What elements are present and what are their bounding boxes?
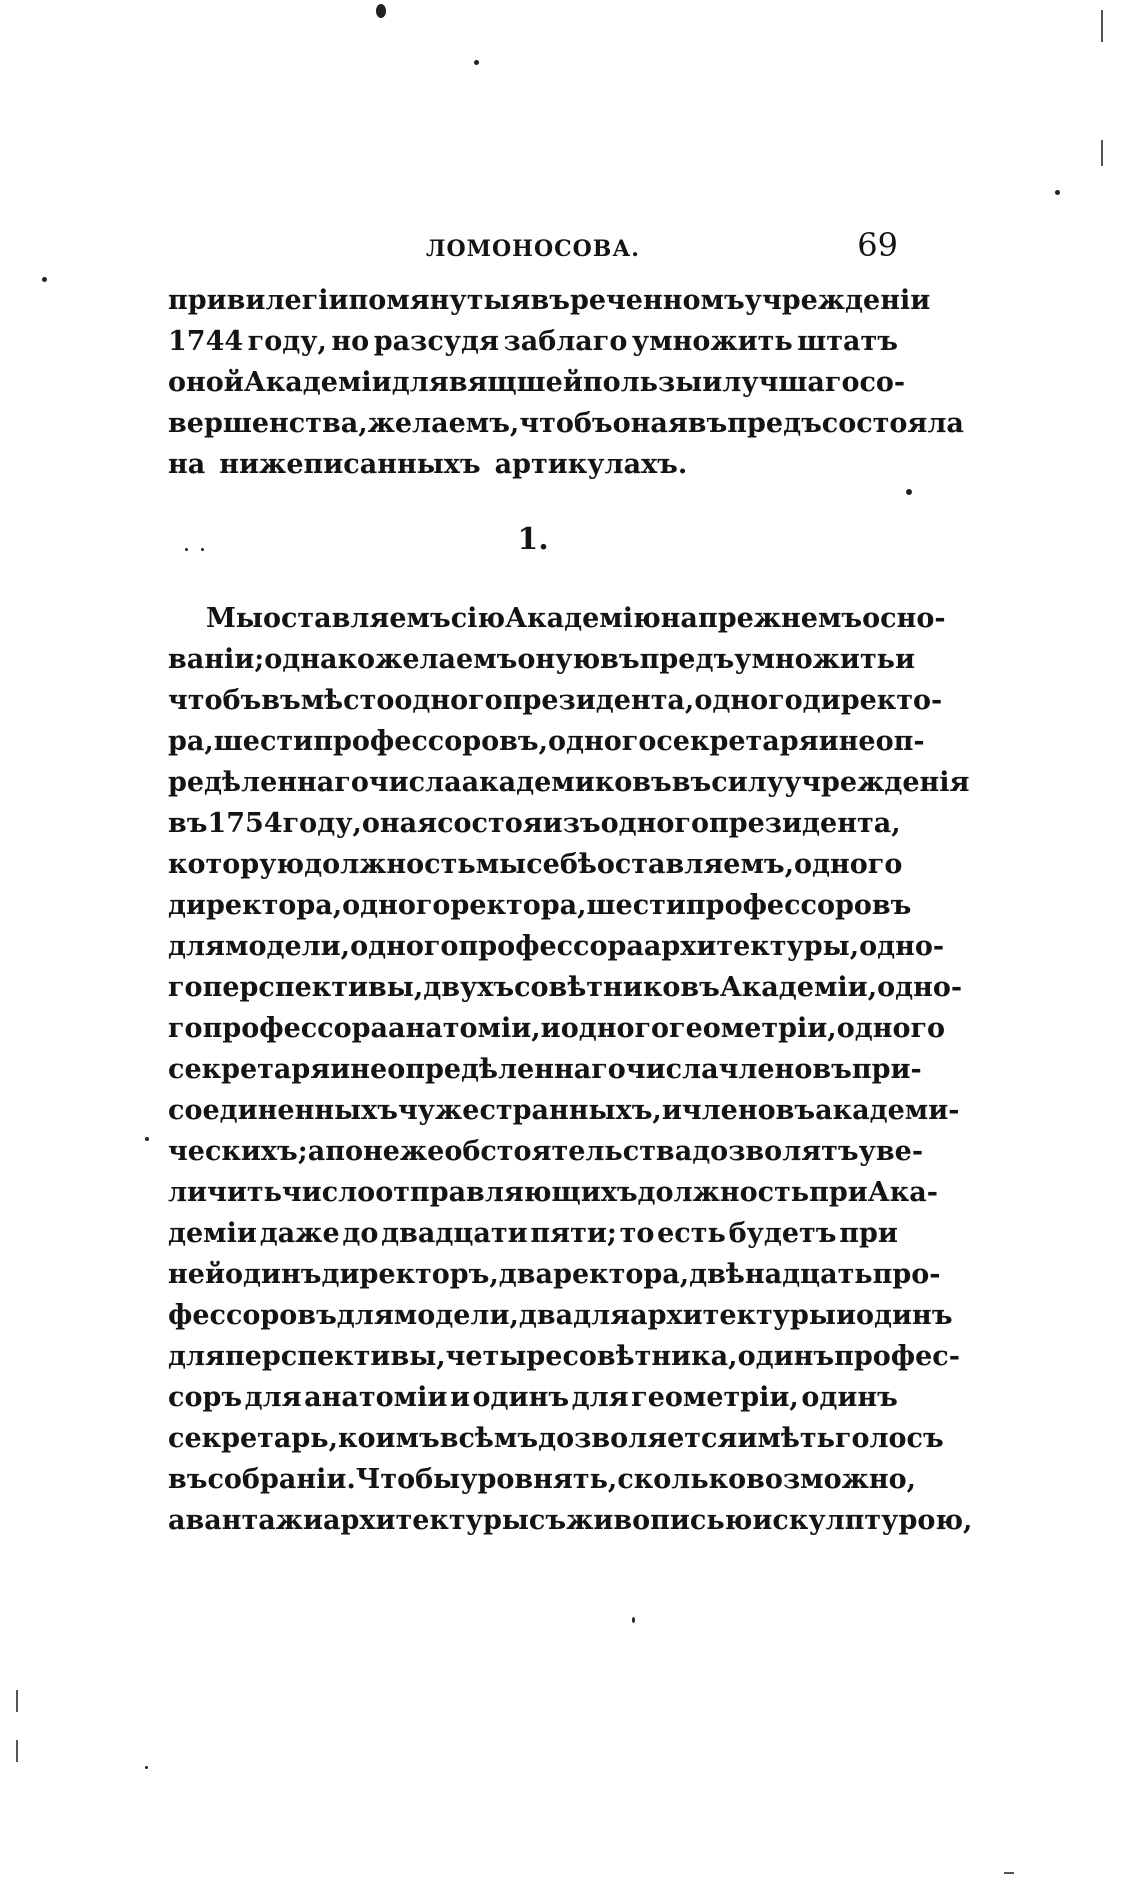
word: одинъ [801,1382,898,1413]
text-line [168,403,964,444]
scan-speck [376,4,386,18]
word: должность [637,1177,810,1208]
word: должность [304,849,476,880]
word: оставляемъ, [596,849,795,880]
word: для [391,367,449,398]
word: привилегіи [168,285,349,316]
text-line [168,1090,960,1131]
text-line [168,280,931,321]
word: двухъ [423,972,515,1003]
text-line [168,1500,973,1541]
word: но [331,326,370,357]
word: личить [168,1177,282,1208]
text-line [168,1295,953,1336]
word: одинъ [472,1382,570,1413]
word: чтобъ [519,408,613,439]
word: неоп- [838,726,925,757]
section-number: 1. [517,522,549,557]
text-line [168,885,912,926]
word: изъ [542,808,601,839]
word: Академіи [243,367,392,398]
word: при [839,1218,898,1249]
word: секретарь, [168,1423,339,1454]
word: штатъ [797,326,898,357]
word: и [661,1095,682,1126]
text-line [168,598,946,639]
word: перспективы, [224,1341,446,1372]
word: секретаря [168,1054,331,1085]
word: понеже [325,1136,445,1167]
word: есть [657,1218,726,1249]
word: въ [261,685,301,716]
text-line [168,1049,922,1090]
word: учрежденіи [744,285,931,316]
text-line [168,1254,941,1295]
word: для [571,1382,629,1413]
text-line [168,926,945,967]
word: мѣсто [300,685,395,716]
scan-speck [1055,190,1060,195]
word: одного [342,890,451,921]
text-line [168,1459,917,1500]
word: въ [530,285,570,316]
word: имѣть [737,1423,835,1454]
word: одного [394,685,503,716]
word: Чтобы [355,1464,461,1495]
word: живописью [566,1505,753,1536]
word: въ [671,767,712,798]
word: заблаго [503,326,628,357]
word: одного [350,931,459,962]
word: и [818,726,839,757]
word: одно- [859,931,945,962]
page-number: 69 [857,226,898,264]
word: го [168,972,203,1003]
word: на [660,603,698,634]
text-line [168,967,963,1008]
word: и [836,1300,857,1331]
text-line [168,1377,898,1418]
word: редѣленнаго [168,767,369,798]
word: и [752,1505,773,1536]
word: отправляющихъ [375,1177,638,1208]
word: силу [711,767,784,798]
word: однако [264,644,376,675]
text-line [168,1336,960,1377]
word: Ака- [867,1177,938,1208]
word: чужестранныхъ, [398,1095,662,1126]
word: году, [247,326,327,357]
text-line [168,680,943,721]
word: для [336,1300,394,1331]
word: перспективы, [202,972,424,1003]
word: году, [282,808,362,839]
word: мы [475,849,527,880]
word: профессоровъ, [313,726,549,757]
word: состоя [437,808,543,839]
word: числа [625,1054,719,1085]
word: директоръ, [321,1259,499,1290]
text-line [168,844,903,885]
word: прежнемъ [697,603,863,634]
word: умножить [734,644,896,675]
word: въ [168,808,208,839]
scan-speck [201,548,204,551]
word: академиковъ [461,767,672,798]
word: Академію [505,603,661,634]
word: совѣтниковъ [514,972,720,1003]
word: учрежденія [784,767,970,798]
scan-edge-mark [1101,10,1103,42]
word: вящшей [448,367,583,398]
word: а [307,1136,326,1167]
word: обстоятельства [444,1136,693,1167]
word: на [168,449,206,480]
word: модели, [393,1300,519,1331]
word: ческихъ; [168,1136,308,1167]
word: дозволяется [538,1423,738,1454]
word: для [244,1382,302,1413]
word: Мы [206,603,263,634]
word: профессора [202,1013,389,1044]
word: ней [168,1259,225,1290]
text-line [168,762,970,803]
word: одинъ [737,1341,835,1372]
word: оная [361,808,438,839]
word: желаемъ [375,644,518,675]
word: пяти; [530,1218,617,1249]
scan-edge-mark [16,1740,18,1762]
word: архитектуры [630,1300,836,1331]
text-line [168,362,906,403]
word: оставляемъ [262,603,451,634]
word: то [619,1218,655,1249]
word: предъ [727,408,822,439]
word: нижеписанныхъ [219,449,481,480]
word: шести [213,726,314,757]
text-line [168,1008,946,1049]
word: уве- [858,1136,924,1167]
word: вершенства, [168,408,368,439]
scan-speck [632,1617,635,1623]
word: желаемъ, [367,408,520,439]
word: и [449,1382,470,1413]
word: реченномъ [569,285,745,316]
word: совѣтника, [562,1341,738,1372]
word: деміи [168,1218,257,1249]
word: президента, [708,808,901,839]
word: 1754 [207,808,283,839]
word: Академіи, [719,972,878,1003]
word: авантажи [168,1505,324,1536]
word: дозволятъ [692,1136,859,1167]
word: для [168,931,225,962]
word: одинъ [856,1300,953,1331]
text-line [168,1172,938,1213]
word: состояла [821,408,964,439]
word: одного [694,685,803,716]
word: академи- [815,1095,960,1126]
running-head [168,222,898,272]
word: профес- [834,1341,960,1372]
word: предъ [639,644,735,675]
running-title: ЛОМОНОСОВА. [426,236,640,262]
word: при [809,1177,868,1208]
scan-edge-mark [16,1690,18,1712]
word: одного [600,808,709,839]
word: анатоміи [304,1382,448,1413]
word: четыре [445,1341,563,1372]
word: со- [859,367,906,398]
word: оной [168,367,244,398]
word: 1744 [168,326,244,357]
word: секретаря [656,726,819,757]
scan-speck [474,60,479,65]
word: для [573,1300,631,1331]
word: лучшаго [722,367,860,398]
word: про- [872,1259,941,1290]
text-line [168,444,898,485]
word: при- [851,1054,922,1085]
word: одного [548,726,657,757]
scan-edge-mark [1004,1872,1014,1874]
word: разсудя [373,326,499,357]
word: осно- [862,603,946,634]
word: и [330,1054,351,1085]
word: собраніи. [207,1464,356,1495]
word: которую [168,849,305,880]
scan-speck [906,489,912,495]
word: два [498,1259,554,1290]
word: го [168,1013,203,1044]
word: одно- [877,972,963,1003]
text-line [168,321,898,362]
word: директора, [168,890,343,921]
word: президента, [502,685,695,716]
word: умножить [631,326,793,357]
word: два [518,1300,574,1331]
word: членовъ [718,1054,852,1085]
word: коимъ [338,1423,440,1454]
word: для [168,1341,225,1372]
word: число [281,1177,376,1208]
word: директо- [802,685,943,716]
paragraph-article-1 [168,598,973,1541]
word: одинъ [224,1259,322,1290]
word: съ [528,1505,567,1536]
word: шести [586,890,686,921]
word: въ [600,644,640,675]
word: профессоровъ [685,890,912,921]
word: ваніи; [168,644,265,675]
word: фессоровъ [168,1300,337,1331]
word: двадцати [381,1218,528,1249]
text-line [168,1418,944,1459]
word: скулптурою, [772,1505,973,1536]
text-line [168,1131,924,1172]
word: въ [687,408,728,439]
word: неопредѣленнаго [350,1054,626,1085]
word: пользы [582,367,703,398]
word: и [540,1013,561,1044]
paragraph-continuation [168,280,964,485]
word: себѣ [526,849,597,880]
word: всѣмъ [439,1423,539,1454]
text-line [168,1213,898,1254]
word: сію [450,603,506,634]
word: возможно, [746,1464,917,1495]
word: одного [836,1013,946,1044]
word: архитектуры, [643,931,860,962]
word: будетъ [728,1218,837,1249]
scan-speck [145,1137,149,1141]
word: ректора, [553,1259,690,1290]
word: чтобъ [168,685,262,716]
word: соръ [168,1382,243,1413]
word: оную [517,644,601,675]
scan-speck [42,277,47,282]
word: модели, [224,931,351,962]
word: числа [368,767,462,798]
scan-edge-mark [1101,140,1103,166]
word: соединенныхъ [168,1095,398,1126]
word: профессора [458,931,644,962]
word: геометріи, [631,1382,799,1413]
word: до [342,1218,379,1249]
word: анатоміи, [388,1013,541,1044]
word: оная [612,408,688,439]
text-line [168,639,916,680]
word: двѣнадцать [689,1259,873,1290]
word: одного [794,849,903,880]
word: сколько [617,1464,747,1495]
scan-speck [145,1766,148,1769]
word: членовъ [681,1095,816,1126]
word: ра, [168,726,214,757]
word: одного [560,1013,670,1044]
word: въ [168,1464,208,1495]
scan-speck [185,548,188,551]
word: ректора, [450,890,587,921]
word: артикулахъ. [494,449,688,480]
word: и [702,367,723,398]
word: даже [259,1218,340,1249]
word: голосъ [834,1423,944,1454]
word: и [895,644,916,675]
word: геометріи, [669,1013,837,1044]
word: архитектуры [323,1505,529,1536]
word: помянутыя [348,285,531,316]
text-line [168,803,901,844]
text-line [168,721,925,762]
word: уровнять, [460,1464,618,1495]
